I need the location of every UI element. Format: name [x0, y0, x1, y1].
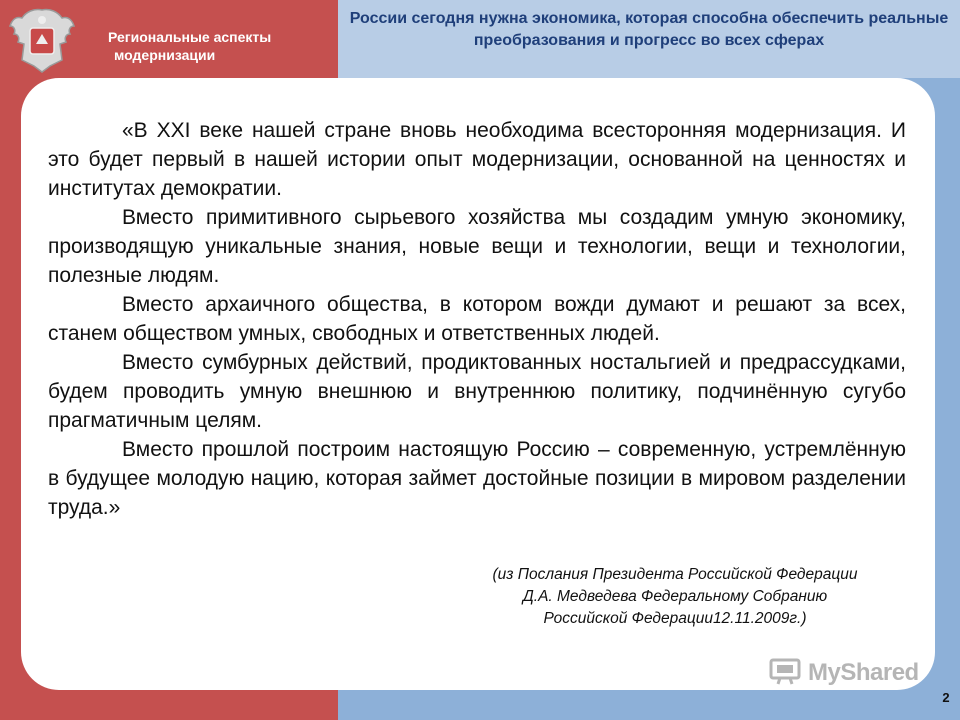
section-title-line2: модернизации	[114, 47, 216, 63]
watermark-text: MyShared	[808, 659, 919, 686]
quote-source	[410, 564, 940, 630]
quote-block	[48, 116, 906, 522]
source-line: Российской Федерации12.11.2009г.)	[543, 610, 807, 627]
coat-of-arms-icon	[4, 4, 80, 76]
quote-paragraph: Вместо примитивного сырьевого хозяйства мы создадим умную экономику, производящую уникальные знания, новые вещи и технологии, вещи и технологии, полезные людям.	[48, 206, 906, 287]
section-title	[108, 28, 328, 64]
quote-paragraph: Вместо сумбурных действий, продиктованных ностальгией и предрассудками, будем проводить умную внешнюю и внутреннюю политику, подчинённую сугубо прагматичным целям.	[48, 351, 906, 432]
myshared-logo-icon	[768, 656, 802, 691]
watermark	[768, 656, 928, 690]
quote-paragraph: Вместо прошлой построим настоящую Россию – современную, устремлённую в будущее молодую нацию, которая займет достойные позиции в мировом разделении труда.»	[48, 438, 906, 519]
source-line: (из Послания Президента Российской Федерации	[492, 566, 858, 583]
quote-paragraph: Вместо архаичного общества, в котором вожди думают и решают за всех, станем обществом умных, свободных и ответственных людей.	[48, 293, 906, 345]
page-number: 2	[942, 690, 950, 705]
quote-paragraph: «В XXI веке нашей стране вновь необходима всесторонняя модернизация. И это будет первый в нашей истории опыт модернизации, основанной на ценностях и институтах демократии.	[48, 119, 906, 200]
source-line: Д.А. Медведева Федеральному Собранию	[522, 588, 828, 605]
slide-title: России сегодня нужна экономика, которая способна обеспечить реальные преобразования и прогресс во всех сферах	[349, 10, 949, 49]
section-title-line1: Региональные аспекты	[108, 29, 272, 45]
